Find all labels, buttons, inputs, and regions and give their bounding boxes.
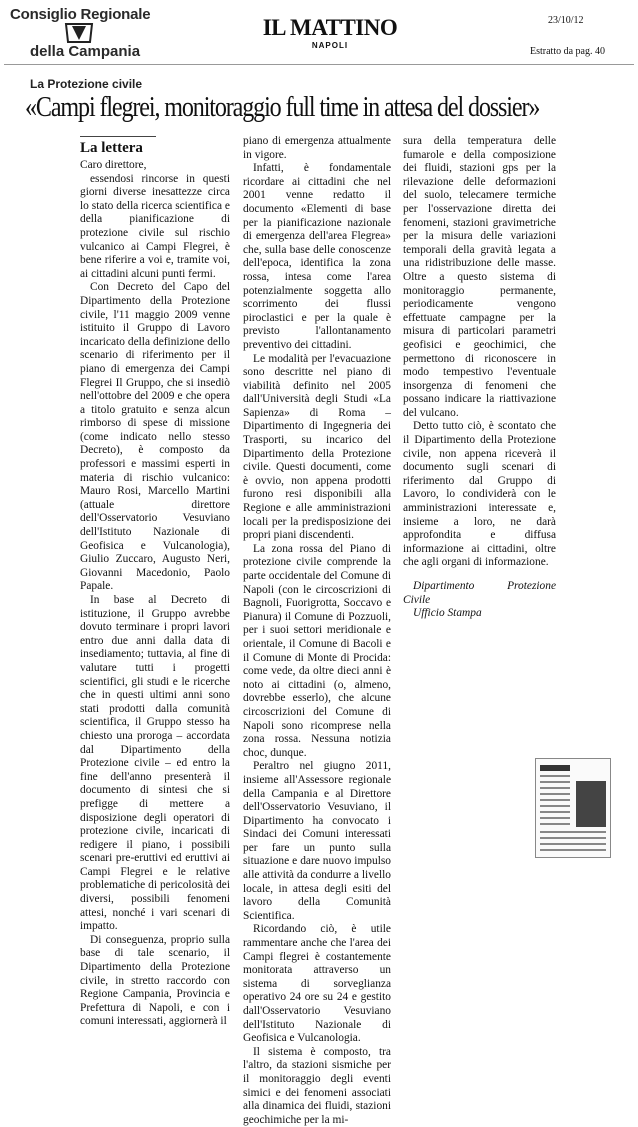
masthead-city: NAPOLI <box>311 41 349 50</box>
signature-line1: Dipartimento Protezione Civile <box>403 580 556 606</box>
paragraph: Il sistema è composto, tra l'altro, da stazioni sismiche per il monitoraggio degli eventi simici e dei fenomeni associati alla dinamica dei fluidi, stazioni geochimiche per la mi- <box>243 1045 391 1126</box>
paragraph: Peraltro nel giugno 2011, insieme all'Assessore regionale della Campania e al Direttore dell'Osservatorio Vesuviano, il Dipartimento ha convocato i Sindaci dei Comuni interessati per fare un punto sulla situazione e dare nuovo impulso alle attività da condurre a livello locale, in attesa degli esiti del lavoro della Comunità Scientifica. <box>243 760 391 922</box>
logo-text-line2: della Campania <box>30 43 141 60</box>
article-kicker: La lettera <box>80 140 143 156</box>
page-reference: Estratto da pag. 40 <box>530 46 605 57</box>
page-thumbnail-image <box>535 758 611 858</box>
paragraph: essendosi rincorse in questi giorni diverse inesattezze circa lo stato della ricerca scientifica e della pianificazione di protezione civile sul rischio vulcanico ai Campi Flegrei, è bene riferire a voi e, tramite voi, ai cittadini alcuni punti fermi. <box>80 172 230 280</box>
paragraph: Infatti, è fondamentale ricordare ai cittadini che nel 2001 venne redatto il documento «Elementi di base per la pianificazione nazionale di emergenza dell'area Flegrea» che, sulla base delle conoscenze dell'epoca, identifica la zona rossa, intesa come l'area potenzialmente soggetta allo scorrimento dei flussi piroclastici e per la quale è previsto l'allontanamento preventivo dei cittadini. <box>243 162 391 351</box>
section-label: La Protezione civile <box>30 77 143 91</box>
logo-text-line1: Consiglio Regionale <box>10 6 151 23</box>
paragraph: Le modalità per l'evacuazione sono descritte nel piano di viabilità definito nel 2005 dall'Università degli Studi «La Sapienza» di Roma – Dipartimento di Ingegneria dei Trasporti, su incarico del Dipartimento della Protezione civile. Questi documenti, come è ovvio, non appena prodotti furono resi disponibili alla Regione e alle amministrazioni locali per la predisposizione dei propri piani discendenti. <box>243 352 391 542</box>
paragraph: In base al Decreto di istituzione, il Gruppo avrebbe dovuto terminare i propri lavori entro due anni dalla data di insediamento; tuttavia, al fine di valutare tutti i progetti scientifici, gli studi e le ricerche che in questi ultimi anni sono stati prodotti dalla comunità scientifica, il Gruppo stesso ha chiesto una proroga – accordata dal Dipartimento della Protezione civile – ed entro la fine dell'anno presenterà il documento di sintesi che si prefigge di mettere a disposizione degli operatori di protezione civile, incaricati di redigere il piano, i possibili scenari pre-eruttivi ed eruttivi ai Campi Flegrei e le relative problematiche di pericolosità dei diversi, possibili fenomeni attesi, nonché i vari scenari di impatto. <box>80 594 230 933</box>
paragraph: sura della temperatura delle fumarole e della composizione dei fluidi, stazioni gps per la rilevazione delle deformazioni del suolo, telecamere termiche per l'osservazione diretta dei fenomeni, stazioni gravimetriche per la misura delle variazioni temporali della gravità legata a una ridistribuzione delle masse. Oltre a questo sistema di monitoraggio permanente, periodicamente vengono effettuate campagne per la misura di particolari parametri geofisici e geochimici, che permettono di riconoscere in modo tempestivo l'eventuale insorgenza di fenomeni che possano indicare la riattivazione del vulcano. <box>403 135 556 419</box>
article-headline: «Campi flegrei, monitoraggio full time in attesa del dossier» <box>25 92 540 123</box>
article-column-3 <box>403 135 556 621</box>
paragraph: Detto tutto ciò, è scontato che il Dipartimento della Protezione civile, non appena riceverà il documento sugli scenari di riferimento dal Gruppo di Lavoro, lo condividerà con le amministrazioni interessate e, insieme a loro, ne darà approfondita e diffusa informazione ai cittadini, oltre che agli organi di informazione. <box>403 420 556 569</box>
paragraph: Con Decreto del Capo del Dipartimento della Protezione civile, l'11 maggio 2009 venne istituito il Gruppo di Lavoro incaricato della definizione dello scenario di riferimento per il piano di emergenza dei Campi Flegrei Il Gruppo, che si insediò nell'ottobre del 2009 e che opera a titolo gratuito e senza alcun rimborso di spese di missione (come indicato nello stesso Decreto), è composto da professori e massimi esperti in materia di rischio vulcanico: Mauro Rosi, Marcello Martini (attuale direttore dell'Osservatorio Vesuviano dell'Istituto Nazionale di Geofisica e Vulcanologia), Giulio Zuccaro, Augusto Neri, Giovanni Macedonio, Paolo Papale. <box>80 281 230 593</box>
paragraph: Di conseguenza, proprio sulla base di tale scenario, il Dipartimento della Protezione civile, in stretto raccordo con Regione Campania, Provincia e Prefettura di Napoli, e con i comuni interessati, aggiornerà il <box>80 933 230 1028</box>
clipping-date: 23/10/12 <box>548 15 584 26</box>
article-column-1 <box>80 135 230 1029</box>
paragraph: piano di emergenza attualmente in vigore. <box>243 135 391 161</box>
paragraph: Caro direttore, <box>80 159 147 171</box>
newspaper-masthead: IL MATTINO <box>262 15 398 40</box>
regione-emblem-icon <box>64 22 94 44</box>
header-divider <box>4 64 634 65</box>
paragraph: Ricordando ciò, è utile rammentare anche che l'area dei Campi flegrei è costantemente monitorata attraverso un sistema di sorveglianza operativo 24 ore su 24 e gestito dall'Osservatorio Vesuviano dell'Istituto Nazionale di Geofisica e Vulcanologia. <box>243 923 391 1045</box>
signature-line2: Ufficio Stampa <box>413 607 482 620</box>
paragraph: La zona rossa del Piano di protezione civile comprende la parte occidentale del Comune di Napoli (con le circoscrizioni di Bagnoli, Fuorigrotta, Soccavo e Pianura) il Comune di Pozzuoli, per i suoi settori meridionale e orientale, il Comune di Bacoli e il Comune di Monte di Procida: come vede, da oltre dieci anni è noto ai cittadini (o, almeno, dovrebbe esserlo), che alcune circoscrizioni del Comune di Napoli sono ricomprese nella zona rossa. Nessuna notizia choc, dunque. <box>243 542 391 759</box>
article-column-2 <box>243 135 391 1127</box>
